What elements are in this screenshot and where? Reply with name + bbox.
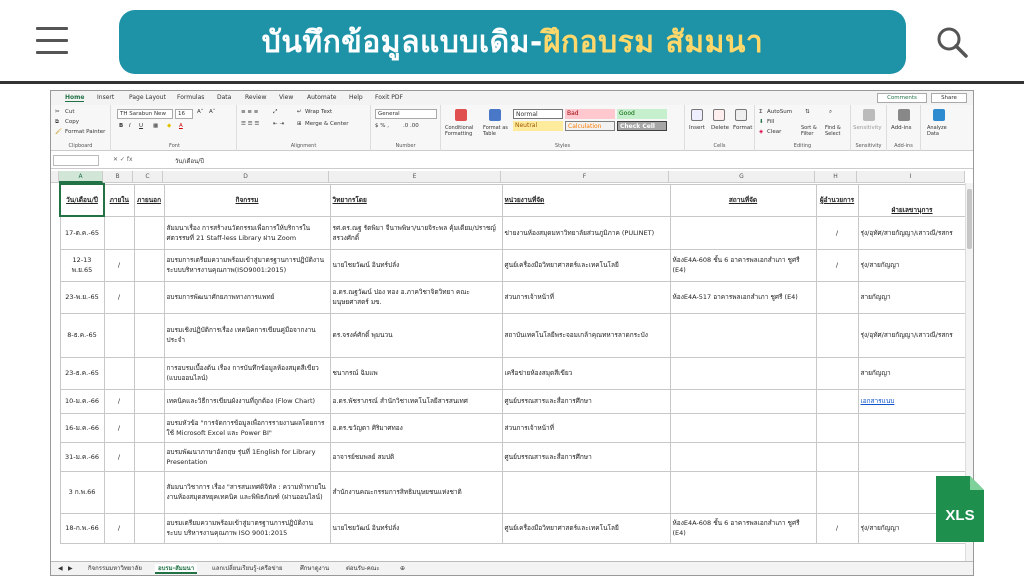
cell-organizer[interactable]: ศูนย์เครื่องมือวิทยาศาสตร์และเทคโนโลยี xyxy=(502,513,670,543)
cell-header-activity[interactable]: กิจกรรม xyxy=(164,184,330,216)
font-size-select[interactable]: 16 xyxy=(175,109,193,119)
column-header-a[interactable]: A xyxy=(59,171,103,183)
cell-speaker[interactable]: อาจารย์ชมพลย์ สมปติ xyxy=(330,442,502,471)
insert-cells-icon[interactable] xyxy=(691,109,703,121)
page-title xyxy=(119,10,906,74)
cell-speaker[interactable]: นายไชยวัฒน์ อินทร์ปลั่ง xyxy=(330,513,502,543)
tab-home[interactable]: Home xyxy=(65,94,85,101)
sheet-nav-next-icon[interactable]: ▶ xyxy=(68,565,73,572)
fx-icon[interactable]: ✕ ✓ fx xyxy=(113,156,133,163)
cell-secretary[interactable]: รุ่ง/อุทัศ/สายกัญญา/เสาวณี/รสกร xyxy=(858,313,966,357)
table-row xyxy=(60,281,966,313)
cell-date[interactable]: 17-ต.ค.-65 xyxy=(60,216,104,249)
cell-director[interactable]: / xyxy=(816,513,858,543)
italic-icon[interactable]: I xyxy=(129,123,131,129)
cell-activity[interactable]: อบรมเตรียมความพร้อมเข้าสู่มาตรฐานการปฏิบัติงานระบบ บริหารงานคุณภาพ ISO 9001:2015 xyxy=(164,513,330,543)
alignment-label: Alignment xyxy=(290,143,317,149)
font-name-select[interactable]: TH Sarabun New xyxy=(117,109,173,119)
cell-external[interactable] xyxy=(134,389,164,413)
table-row xyxy=(60,471,966,513)
fill-button[interactable]: Fill xyxy=(767,119,775,125)
addins-group xyxy=(887,105,921,151)
table-row xyxy=(60,413,966,442)
cell-activity[interactable]: สัมมนาเรื่อง การสร้างนวัตกรรมเพื่อการให้บริการใน ศตวรรษที่ 21 Staff-less Library ผ่าน Zoom xyxy=(164,216,330,249)
cell-external[interactable] xyxy=(134,442,164,471)
tab-review[interactable]: Review xyxy=(245,94,267,101)
cell-venue[interactable] xyxy=(670,471,816,513)
cell-director[interactable]: / xyxy=(816,216,858,249)
wrap-text-button[interactable]: Wrap Text xyxy=(305,109,333,115)
conditional-formatting-icon[interactable] xyxy=(455,109,467,121)
cell-date[interactable]: 31-ม.ค.-66 xyxy=(60,442,104,471)
cell-director[interactable] xyxy=(816,357,858,389)
ribbon-tabs xyxy=(51,91,973,105)
column-header-b[interactable]: B xyxy=(103,171,133,183)
number-group xyxy=(371,105,441,151)
cell-organizer[interactable]: ข่ายงานห้องสมุดมหาวิทยาลัยส่วนภูมิภาค (PULINET) xyxy=(502,216,670,249)
cell-director[interactable]: / xyxy=(816,249,858,281)
currency-icon[interactable]: $ % , xyxy=(375,123,389,129)
tab-page-layout[interactable]: Page Layout xyxy=(129,94,166,101)
cells-group xyxy=(685,105,755,151)
cell-director[interactable] xyxy=(816,389,858,413)
style-bad[interactable]: Bad xyxy=(565,109,615,119)
cell-header-date[interactable]: วัน/เดือน/ปี xyxy=(60,184,104,216)
font-label: Font xyxy=(169,143,180,149)
clipboard-group xyxy=(51,105,111,151)
format-as-table-button[interactable]: Format as Table xyxy=(483,125,508,137)
border-icon[interactable]: ▦ xyxy=(153,123,159,129)
cell-activity[interactable]: การอบรมเบื้องต้น เรื่อง การบันทึกข้อมูลห้องสมุดสีเขียว (แบบออนไลน์) xyxy=(164,357,330,389)
column-header-i[interactable]: I xyxy=(857,171,965,183)
column-header-c[interactable]: C xyxy=(133,171,163,183)
analyze-data-icon[interactable] xyxy=(933,109,945,121)
format-cells-icon[interactable] xyxy=(735,109,747,121)
cell-header-organizer[interactable]: หน่วยงานที่จัด xyxy=(502,184,670,216)
table-row xyxy=(60,513,966,543)
clear-button[interactable]: Clear xyxy=(767,129,782,135)
number-format-select[interactable]: General xyxy=(375,109,437,119)
sheet-tab-study-visit[interactable]: ศึกษาดูงาน xyxy=(300,565,330,572)
cell-director[interactable] xyxy=(816,471,858,513)
style-good[interactable]: Good xyxy=(617,109,667,119)
cell-venue[interactable] xyxy=(670,413,816,442)
column-header-g[interactable]: G xyxy=(669,171,815,183)
table-row xyxy=(60,249,966,281)
cell-date[interactable]: 23-ธ.ค.-65 xyxy=(60,357,104,389)
format-as-table-icon[interactable] xyxy=(489,109,501,121)
cell-venue[interactable]: ห้องE4A-517 อาคารพลเอกสำเภา ชูศรี (E4) xyxy=(670,281,816,313)
eraser-icon[interactable]: ◈ xyxy=(759,129,764,135)
analyze-group xyxy=(921,105,957,151)
format-cells-button[interactable]: Format xyxy=(733,125,753,131)
cell-header-secretary[interactable]: ฝ่ายเลขานุการ xyxy=(858,184,966,216)
search-icon[interactable] xyxy=(935,25,969,59)
formula-input[interactable]: วัน/เดือน/ปี xyxy=(175,158,204,165)
cell-external[interactable] xyxy=(134,513,164,543)
sheet-tab-exchange[interactable]: แลกเปลี่ยนเรียนรู้-เครือข่าย xyxy=(212,565,283,572)
sheet-tab-university[interactable]: กิจกรรมมหาวิทยาลัย xyxy=(88,565,142,572)
cell-date[interactable]: 10-ม.ค.-66 xyxy=(60,389,104,413)
header-row xyxy=(60,184,966,216)
cell-activity[interactable]: อบรมหัวข้อ "การจัดการข้อมูลเพื่อการรายงานผลโดยการใช้ Microsoft Excel และ Power BI" xyxy=(164,413,330,442)
cell-venue[interactable]: ห้องE4A-608 ชั้น 6 อาคารพลเอกสำเภา ชูศรี (E4) xyxy=(670,249,816,281)
cell-date[interactable]: 3 ก.พ.66 xyxy=(60,471,104,513)
style-neutral[interactable]: Neutral xyxy=(513,121,563,131)
header-divider xyxy=(0,81,1024,84)
cell-external[interactable] xyxy=(134,357,164,389)
addins-button[interactable]: Add-ins xyxy=(891,125,912,131)
table-row xyxy=(60,389,966,413)
cell-date[interactable]: 23-พ.ย.-65 xyxy=(60,281,104,313)
tab-view[interactable]: View xyxy=(279,94,294,101)
decimal-icon[interactable]: .0 .00 xyxy=(403,123,419,129)
cell-secretary[interactable]: สายกัญญา xyxy=(858,281,966,313)
sheet-tab-welcome[interactable]: ต่อนรับ-คณะ xyxy=(346,565,380,572)
share-button[interactable]: Share xyxy=(931,93,967,103)
sheet-grid xyxy=(51,183,973,544)
addins-icon[interactable] xyxy=(898,109,910,121)
cell-activity[interactable]: อบรมพัฒนาภาษาอังกฤษ รุ่นที่ 1English for Library Presentation xyxy=(164,442,330,471)
xls-label: XLS xyxy=(945,507,975,524)
clipboard-label: Clipboard xyxy=(68,143,93,149)
cell-director[interactable] xyxy=(816,413,858,442)
cell-internal[interactable] xyxy=(104,471,134,513)
grow-font-icon[interactable]: A˄ xyxy=(197,109,204,115)
styles-group xyxy=(441,105,685,151)
cell-organizer[interactable]: ศูนย์บรรณสารและสื่อการศึกษา xyxy=(502,442,670,471)
autosum-button[interactable]: AutoSum xyxy=(767,109,793,115)
alignment-group xyxy=(237,105,371,151)
cell-internal[interactable]: / xyxy=(104,249,134,281)
name-box[interactable] xyxy=(53,155,99,166)
cell-internal[interactable] xyxy=(104,313,134,357)
analyze-data-button[interactable]: Analyze Data xyxy=(927,125,947,137)
styles-label: Styles xyxy=(554,143,571,149)
fill-down-icon[interactable]: ⬇ xyxy=(759,119,764,125)
cell-speaker[interactable]: อ.ดร.ณฐวัฒน์ ปอง ทอง อ.ภาควิชาจิตวิทยา คณะมนุษยศาสตร์ มข. xyxy=(330,281,502,313)
find-select-button[interactable]: Find & Select xyxy=(825,125,841,137)
cell-speaker[interactable]: สำนักงานคณะกรรมการสิทธิมนุษยชนแห่งชาติ xyxy=(330,471,502,513)
cell-venue[interactable]: ห้องE4A-608 ชั้น 6 อาคารพลเอกสำเภา ชูศรี (E4) xyxy=(670,513,816,543)
title-highlight: ฝึกอบรม สัมมนา xyxy=(542,24,764,60)
wrap-text-icon[interactable]: ↵ xyxy=(297,109,302,115)
cell-speaker[interactable]: นายไชยวัฒน์ อินทร์ปลั่ง xyxy=(330,249,502,281)
cell-activity[interactable]: สัมมนาวิชาการ เรื่อง "สารสนเทศดิจิทัล : ความท้าทายใน งานห้องสมุดสหยุคเทคนิค และพิพิธภัณฑ์ (ผ่านออนไลน์) xyxy=(164,471,330,513)
column-header-f[interactable]: F xyxy=(501,171,669,183)
style-normal[interactable]: Normal xyxy=(513,109,563,119)
ribbon xyxy=(51,105,973,151)
cell-secretary[interactable] xyxy=(858,442,966,471)
column-header-e[interactable]: E xyxy=(329,171,501,183)
cells-label: Cells xyxy=(713,143,726,149)
cell-activity[interactable]: อบรมเชิงปฏิบัติการเรื่อง เทคนิคการเขียนคู่มือจากงานประจำ xyxy=(164,313,330,357)
tab-help[interactable]: Help xyxy=(349,94,363,101)
tab-formulas[interactable]: Formulas xyxy=(177,94,205,101)
select-all-corner[interactable] xyxy=(51,171,59,183)
cell-director[interactable] xyxy=(816,281,858,313)
cell-date[interactable]: 16-ม.ค.-66 xyxy=(60,413,104,442)
conditional-formatting-button[interactable]: Conditional Formatting xyxy=(445,125,474,137)
cell-organizer[interactable]: ศูนย์บรรณสารและสื่อการศึกษา xyxy=(502,389,670,413)
style-calculation[interactable]: Calculation xyxy=(565,121,615,131)
tab-foxit-pdf[interactable]: Foxit PDF xyxy=(375,94,403,101)
cell-venue[interactable] xyxy=(670,442,816,471)
font-group xyxy=(113,105,237,151)
cell-secretary[interactable]: รุ่ง/สายกัญญา xyxy=(858,513,966,543)
cell-organizer[interactable]: ส่วนการเจ้าหน้าที่ xyxy=(502,413,670,442)
cell-speaker[interactable]: ชนากรณ์ ฉิมแพ xyxy=(330,357,502,389)
sensitivity-group xyxy=(851,105,887,151)
align-left-icon[interactable]: ☰ ☰ ☰ xyxy=(241,121,260,127)
delete-cells-icon[interactable] xyxy=(713,109,725,121)
comments-button[interactable]: Comments xyxy=(877,93,927,103)
merge-icon[interactable]: ⊞ xyxy=(297,121,302,127)
cell-organizer[interactable]: ศูนย์เครื่องมือวิทยาศาสตร์และเทคโนโลยี xyxy=(502,249,670,281)
cell-internal[interactable]: / xyxy=(104,389,134,413)
fill-color-icon[interactable]: ◆ xyxy=(167,123,172,129)
cell-activity[interactable]: อบรมการเตรียมความพร้อมเข้าสู่มาตรฐานการปฏิบัติงาน ระบบบริหารงานคุณภาพ(ISO9001:2015) xyxy=(164,249,330,281)
cell-venue[interactable] xyxy=(670,313,816,357)
cell-secretary[interactable] xyxy=(858,389,966,413)
sensitivity-button[interactable]: Sensitivity xyxy=(853,125,882,131)
cell-secretary[interactable]: รุ่ง/สายกัญญา xyxy=(858,249,966,281)
underline-icon[interactable]: U xyxy=(139,123,144,129)
editing-group xyxy=(755,105,851,151)
cell-speaker[interactable]: อ.ดร.ขวัญตา ศิริมาศทอง xyxy=(330,413,502,442)
align-top-icon[interactable]: ≡ ≡ ≡ xyxy=(241,109,259,115)
cell-organizer[interactable]: เครือข่ายห้องสมุดสีเขียว xyxy=(502,357,670,389)
cell-external[interactable] xyxy=(134,281,164,313)
sheet-tabs xyxy=(51,561,973,575)
cell-external[interactable] xyxy=(134,413,164,442)
number-label: Number xyxy=(395,143,416,149)
sheet-nav-prev-icon[interactable]: ◀ xyxy=(58,565,63,572)
bold-icon[interactable]: B xyxy=(119,123,124,129)
scroll-thumb[interactable] xyxy=(967,189,972,249)
copy-icon[interactable]: ⧉ xyxy=(55,119,59,125)
cell-internal[interactable] xyxy=(104,357,134,389)
insert-cells-button[interactable]: Insert xyxy=(689,125,705,131)
cell-header-speaker[interactable]: วิทยากรโดย xyxy=(330,184,502,216)
cell-internal[interactable]: / xyxy=(104,442,134,471)
sigma-icon[interactable]: Σ xyxy=(759,109,763,115)
column-header-h[interactable]: H xyxy=(815,171,857,183)
top-bar xyxy=(0,0,1024,84)
formula-bar xyxy=(51,153,973,169)
find-icon[interactable]: ⌕ xyxy=(829,109,833,115)
table-row xyxy=(60,216,966,249)
xls-file-icon xyxy=(934,474,986,544)
sensitivity-label: Sensitivity xyxy=(855,143,882,149)
cell-external[interactable] xyxy=(134,471,164,513)
cell-secretary[interactable]: รุ่ง/อุทัศ/สายกัญญา/เสาวณี/รสกร xyxy=(858,216,966,249)
format-painter-button[interactable]: Format Painter xyxy=(65,129,106,135)
cut-button[interactable]: Cut xyxy=(65,109,75,115)
tab-automate[interactable]: Automate xyxy=(307,94,337,101)
cell-header-venue[interactable]: สถานที่จัด xyxy=(670,184,816,216)
cell-internal[interactable]: / xyxy=(104,281,134,313)
indent-icon[interactable]: ⇤ ⇥ xyxy=(273,121,284,127)
addins-label: Add-ins xyxy=(894,143,913,149)
cell-internal[interactable]: / xyxy=(104,413,134,442)
cell-secretary[interactable]: สายกัญญา xyxy=(858,357,966,389)
table-row xyxy=(60,442,966,471)
shrink-font-icon[interactable]: A˅ xyxy=(209,109,216,115)
font-color-icon[interactable]: A xyxy=(179,123,183,129)
sensitivity-icon[interactable] xyxy=(863,109,875,121)
cell-header-director[interactable]: ผู้อำนวยการ xyxy=(816,184,858,216)
cell-date[interactable]: 12-13 พ.ย.65 xyxy=(60,249,104,281)
cell-external[interactable] xyxy=(134,313,164,357)
cell-internal[interactable]: / xyxy=(104,513,134,543)
cell-speaker[interactable]: อ.ดร.พัชราภรณ์ สำนักวิชาเทคโนโลยีสารสนเทศ xyxy=(330,389,502,413)
cell-external[interactable] xyxy=(134,249,164,281)
cell-speaker[interactable]: ดร.จรงค์ศักดิ์ พุมนวน xyxy=(330,313,502,357)
delete-cells-button[interactable]: Delete xyxy=(711,125,730,131)
table-row xyxy=(60,357,966,389)
cell-venue[interactable] xyxy=(670,216,816,249)
cell-venue[interactable] xyxy=(670,357,816,389)
cell-director[interactable] xyxy=(816,313,858,357)
cell-external[interactable] xyxy=(134,216,164,249)
excel-window xyxy=(50,90,974,576)
cell-venue[interactable] xyxy=(670,389,816,413)
scissors-icon[interactable]: ✂ xyxy=(55,109,60,115)
sort-filter-icon[interactable]: ⇅ xyxy=(805,109,810,115)
attachment-link[interactable]: เอกสารแนบ xyxy=(860,397,895,405)
style-check-cell[interactable]: Check Cell xyxy=(617,121,667,131)
cell-organizer[interactable] xyxy=(502,471,670,513)
merge-center-button[interactable]: Merge & Center xyxy=(305,121,349,127)
cell-director[interactable] xyxy=(816,442,858,471)
cell-header-external[interactable]: ภายนอก xyxy=(134,184,164,216)
cell-internal[interactable] xyxy=(104,216,134,249)
tab-insert[interactable]: Insert xyxy=(97,94,115,101)
cell-date[interactable]: 18-ก.พ.-66 xyxy=(60,513,104,543)
cell-activity[interactable]: อบรมการพัฒนาศักยภาพทางการแพทย์ xyxy=(164,281,330,313)
sort-filter-button[interactable]: Sort & Filter xyxy=(801,125,817,137)
orientation-icon[interactable]: ⤢ xyxy=(273,109,278,115)
cell-speaker[interactable]: รศ.ดร.ณฐ รัตพิมา จีนาพพิษา/นายจิระพล คุ้มเดียม/ปราชญ์ สรวงศักดิ์ xyxy=(330,216,502,249)
cell-secretary[interactable] xyxy=(858,413,966,442)
editing-label: Editing xyxy=(793,143,812,149)
copy-button[interactable]: Copy xyxy=(65,119,79,125)
cell-activity[interactable]: เทคนิคและวิธีการเขียนผังงานที่ถูกต้อง (Flow Chart) xyxy=(164,389,330,413)
cell-organizer[interactable]: สถาบันเทคโนโลยีพระจอมเกล้าคุณทหารลาดกระบัง xyxy=(502,313,670,357)
cell-date[interactable]: 8-ธ.ค.-65 xyxy=(60,313,104,357)
brush-icon[interactable]: 🖌 xyxy=(55,129,62,135)
tab-data[interactable]: Data xyxy=(217,94,232,101)
sheet-tab-training[interactable]: อบรม-สัมมนา xyxy=(155,564,197,574)
title-main: บันทึกข้อมูลแบบเดิม- xyxy=(261,24,543,60)
table-row xyxy=(60,313,966,357)
column-header-d[interactable]: D xyxy=(163,171,329,183)
cell-header-internal[interactable]: ภายใน xyxy=(104,184,134,216)
hamburger-menu-icon[interactable] xyxy=(36,27,68,55)
add-sheet-icon[interactable]: ⊕ xyxy=(400,565,406,572)
cell-organizer[interactable]: ส่วนการเจ้าหน้าที่ xyxy=(502,281,670,313)
